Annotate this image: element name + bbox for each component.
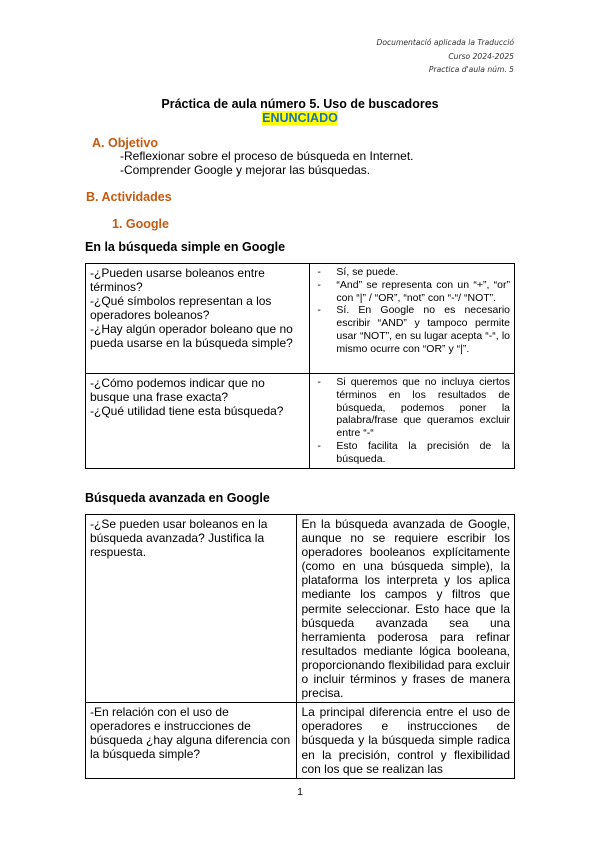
answer-item: - Sí. En Google no es necesario escribir “AND” y tampoco permite usar “NOT”, en su lugar acepta “-“, lo mismo ocurre con “OR” y “|”. [314,304,510,355]
section-b-heading: B. Actividades [86,190,172,204]
answer-item: - Si queremos que no incluya ciertos términos en los resultados de búsqueda, podemos poner la palabra/frase que queramos excluir entre “-“ [314,376,510,440]
advanced-search-table [85,514,515,779]
question-cell: -En relación con el uso de operadores e instrucciones de búsqueda ¿hay alguna diferencia con la búsqueda simple? [86,703,297,778]
question-cell: -¿Cómo podemos indicar que no busque una frase exacta? -¿Qué utilidad tiene esta búsqueda? [86,374,310,469]
table-row [86,515,515,703]
advanced-search-heading: Búsqueda avanzada en Google [85,491,270,505]
title-highlight: ENUNCIADO [262,111,338,125]
page-header [377,36,515,77]
answer-cell [310,264,515,374]
document-title [0,97,600,125]
answer-item: - Sí, se puede. [314,266,510,279]
question-cell: -¿Pueden usarse boleanos entre términos? -¿Qué símbolos representan a los operadores boleanos? -¿Hay algún operador boleano que no pueda usarse en la búsqueda simple? [86,264,310,374]
objective-list [120,149,414,177]
header-academic-year: Curso 2024-2025 [448,51,514,61]
answer-item: - “And” se representa con un “+”, “or” con “|” / “OR”, “not” con “-“/ “NOT”. [314,279,510,305]
table-row [86,703,515,778]
title-main: Práctica de aula número 5. Uso de buscadores [161,97,439,111]
simple-search-table [85,263,515,469]
answer-item: - Esto facilita la precisión de la búsqueda. [314,440,510,466]
table-row [86,374,515,469]
question-cell: -¿Se pueden usar boleanos en la búsqueda avanzada? Justifica la respuesta. [86,515,297,703]
header-practice-number: Practica d'aula núm. 5 [428,65,514,74]
section-a-heading: A. Objetivo [92,136,158,150]
header-course-name: Documentació aplicada la Traducció [376,38,514,47]
answer-cell: La principal diferencia entre el uso de operadores e instrucciones de búsqueda y la búsqueda simple radica en la precisión, control y flexibilidad con los que se realizan las [297,703,515,778]
page-number: 1 [297,787,303,798]
objective-item: -Comprender Google y mejorar las búsquedas. [120,163,371,177]
table-row [86,264,515,374]
answer-cell: En la búsqueda avanzada de Google, aunque no se requiere escribir los operadores booleanos explícitamente (como en una búsqueda simple), la plataforma los interpreta y los aplica mediante los campos y filtros que permite seleccionar. Esto hace que la búsqueda avanzada sea una herramienta poderosa para refinar resultados mediante lógica booleana, proporcionando flexibilidad para excluir o incluir términos y frases de manera precisa. [297,515,515,703]
simple-search-heading: En la búsqueda simple en Google [85,240,286,254]
answer-cell [310,374,515,469]
objective-item: -Reflexionar sobre el proceso de búsqueda en Internet. [120,149,414,163]
subsection-google-heading: 1. Google [112,217,169,231]
